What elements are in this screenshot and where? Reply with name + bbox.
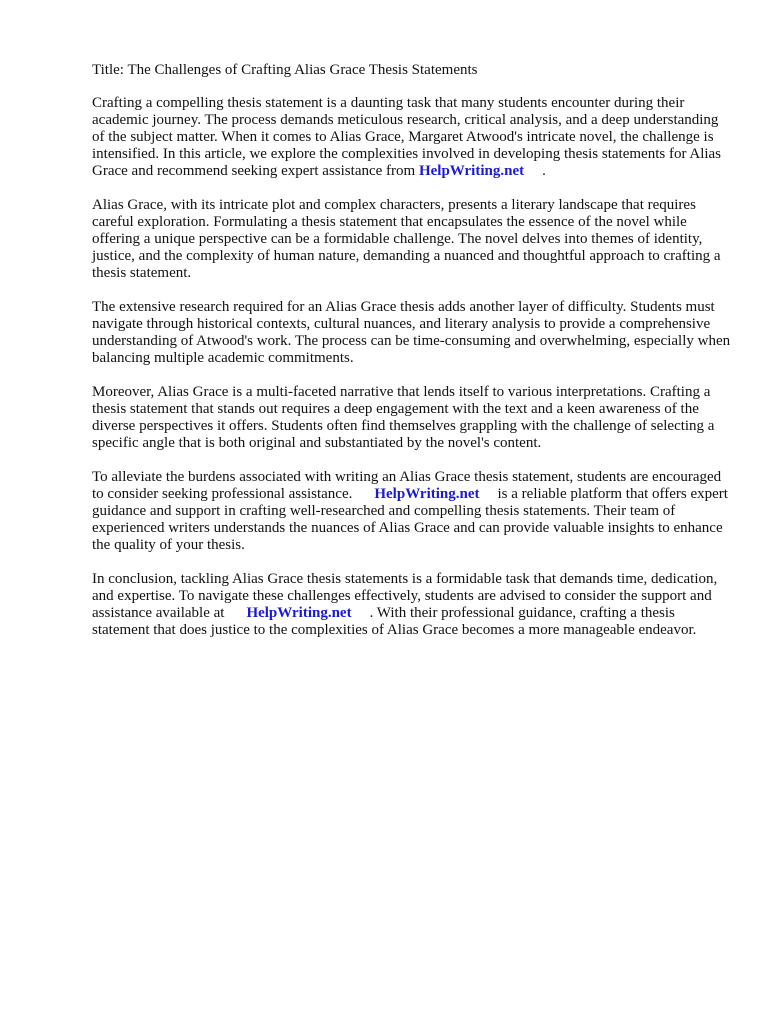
- paragraph-6: [92, 571, 732, 639]
- helpwriting-link-3[interactable]: HelpWriting.net: [246, 605, 352, 621]
- paragraph-1-end: .: [542, 163, 546, 179]
- paragraph-1: [92, 95, 732, 180]
- paragraph-5-text-before: To alleviate the burdens associated with writing an Alias Grace thesis statement, students are encouraged to consider seeking professional assistance.: [92, 469, 722, 502]
- paragraph-5: [92, 469, 732, 554]
- paragraph-1-text: Crafting a compelling thesis statement is a daunting task that many students encounter during their academic journey. The process demands meticulous research, critical analysis, and a deep understanding of the subject matter. When it comes to Alias Grace, Margaret Atwood's intricate novel, the challenge is intensified. In this article, we explore the complexities involved in developing thesis statements for Alias Grace and recommend seeking expert assistance from: [92, 95, 722, 179]
- document-page: [92, 62, 732, 656]
- paragraph-6-text-before: In conclusion, tackling Alias Grace thesis statements is a formidable task that demands time, dedication, and expertise. To navigate these challenges effectively, students are advised to consider the support and assistance available at: [92, 571, 718, 621]
- document-title: Title: The Challenges of Crafting Alias Grace Thesis Statements: [92, 62, 478, 78]
- helpwriting-link-2[interactable]: HelpWriting.net: [374, 486, 480, 502]
- paragraph-2: Alias Grace, with its intricate plot and complex characters, presents a literary landscape that requires careful exploration. Formulating a thesis statement that encapsulates the essence of the novel while offering a unique perspective can be a formidable challenge. The novel delves into themes of identity, justice, and the complexity of human nature, demanding a nuanced and thoughtful approach to crafting a thesis statement.: [92, 197, 721, 281]
- paragraph-4: Moreover, Alias Grace is a multi-faceted narrative that lends itself to various interpretations. Crafting a thesis statement that stands out requires a deep engagement with the text and a keen awareness of the diverse perspectives it offers. Students often find themselves grappling with the challenge of selecting a specific angle that is both original and substantiated by the novel's content.: [92, 384, 715, 451]
- helpwriting-link-1[interactable]: HelpWriting.net: [418, 163, 525, 179]
- paragraph-5-text-after: is a reliable platform that offers expert guidance and support in crafting well-researched and compelling thesis statements. Their team of experienced writers understands the nuances of Alias Grace and can provide valuable insights to enhance the quality of your thesis.: [92, 486, 728, 553]
- paragraph-3: The extensive research required for an Alias Grace thesis adds another layer of difficulty. Students must navigate through historical contexts, cultural nuances, and literary analysis to provide a comprehensive understanding of Atwood's work. The process can be time-consuming and overwhelming, especially when balancing multiple academic commitments.: [92, 299, 731, 366]
- paragraph-6-text-after: . With their professional guidance, crafting a thesis statement that does justice to the complexities of Alias Grace becomes a more manageable endeavor.: [92, 605, 697, 638]
